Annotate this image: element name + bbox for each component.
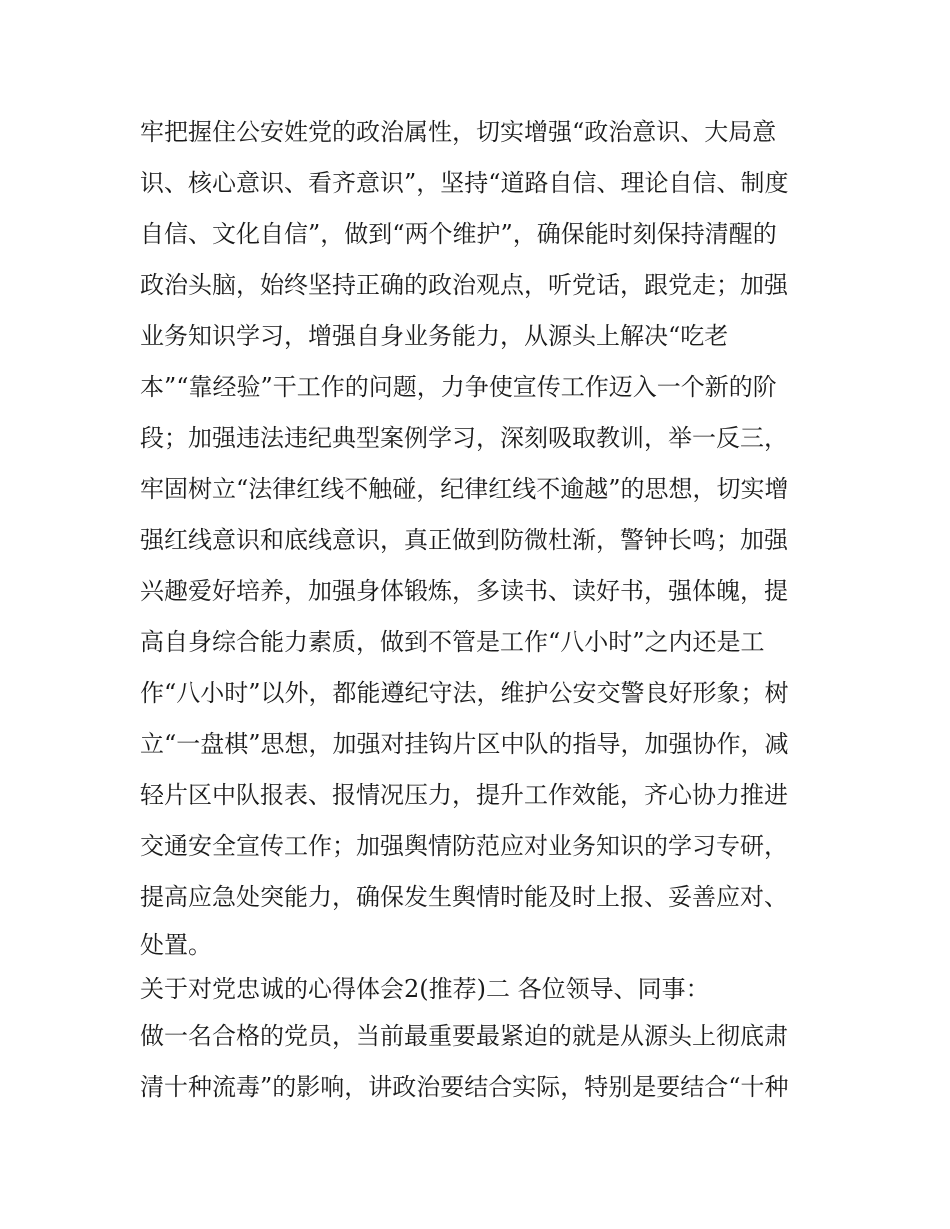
text-line: 强红线意识和底线意识，真正做到防微杜渐，警钟长鸣；加强 (140, 526, 788, 554)
text-line: 兴趣爱好培养，加强身体锻炼，多读书、读好书，强体魄，提 (140, 577, 788, 605)
text-line: 本”“靠经验”干工作的问题，力争使宣传工作迈入一个新的阶 (140, 373, 777, 401)
text-line: 自信、文化自信”，做到“两个维护”，确保能时刻保持清醒的 (140, 220, 777, 248)
text-line: 处置。 (140, 931, 212, 959)
text-line: 作“八小时”以外，都能遵纪守法，维护公安交警良好形象；树 (140, 679, 789, 707)
text-line: 立“一盘棋”思想，加强对挂钩片区中队的指导，加强协作，减 (140, 730, 789, 758)
text-line: 牢固树立“法律红线不触碰，纪律红线不逾越”的思想，切实增 (140, 475, 789, 503)
text-line: 交通安全宣传工作；加强舆情防范应对业务知识的学习专研， (140, 832, 788, 860)
text-line: 牢把握住公安姓党的政治属性，切实增强“政治意识、大局意 (140, 118, 777, 146)
section-heading: 关于对党忠诚的心得体会2(推荐)二 各位领导、同事： (140, 975, 710, 1003)
text-line: 识、核心意识、看齐意识”，坚持“道路自信、理论自信、制度 (140, 169, 789, 197)
text-line: 提高应急处突能力，确保发生舆情时能及时上报、妥善应对、 (140, 883, 788, 911)
text-line: 段；加强违法违纪典型案例学习，深刻吸取教训，举一反三， (140, 424, 788, 452)
text-line: 高自身综合能力素质，做到不管是工作“八小时”之内还是工 (140, 628, 765, 656)
text-line: 政治头脑，始终坚持正确的政治观点，听党话，跟党走；加强 (140, 271, 788, 299)
text-line: 做一名合格的党员，当前最重要最紧迫的就是从源头上彻底肃 (140, 1022, 788, 1050)
document-body-text (140, 107, 820, 1113)
text-line: 轻片区中队报表、报情况压力，提升工作效能，齐心协力推进 (140, 781, 788, 809)
text-line: 清十种流毒”的影响，讲政治要结合实际，特别是要结合“十种 (140, 1073, 789, 1101)
text-line: 业务知识学习，增强自身业务能力，从源头上解决“吃老 (140, 322, 729, 350)
